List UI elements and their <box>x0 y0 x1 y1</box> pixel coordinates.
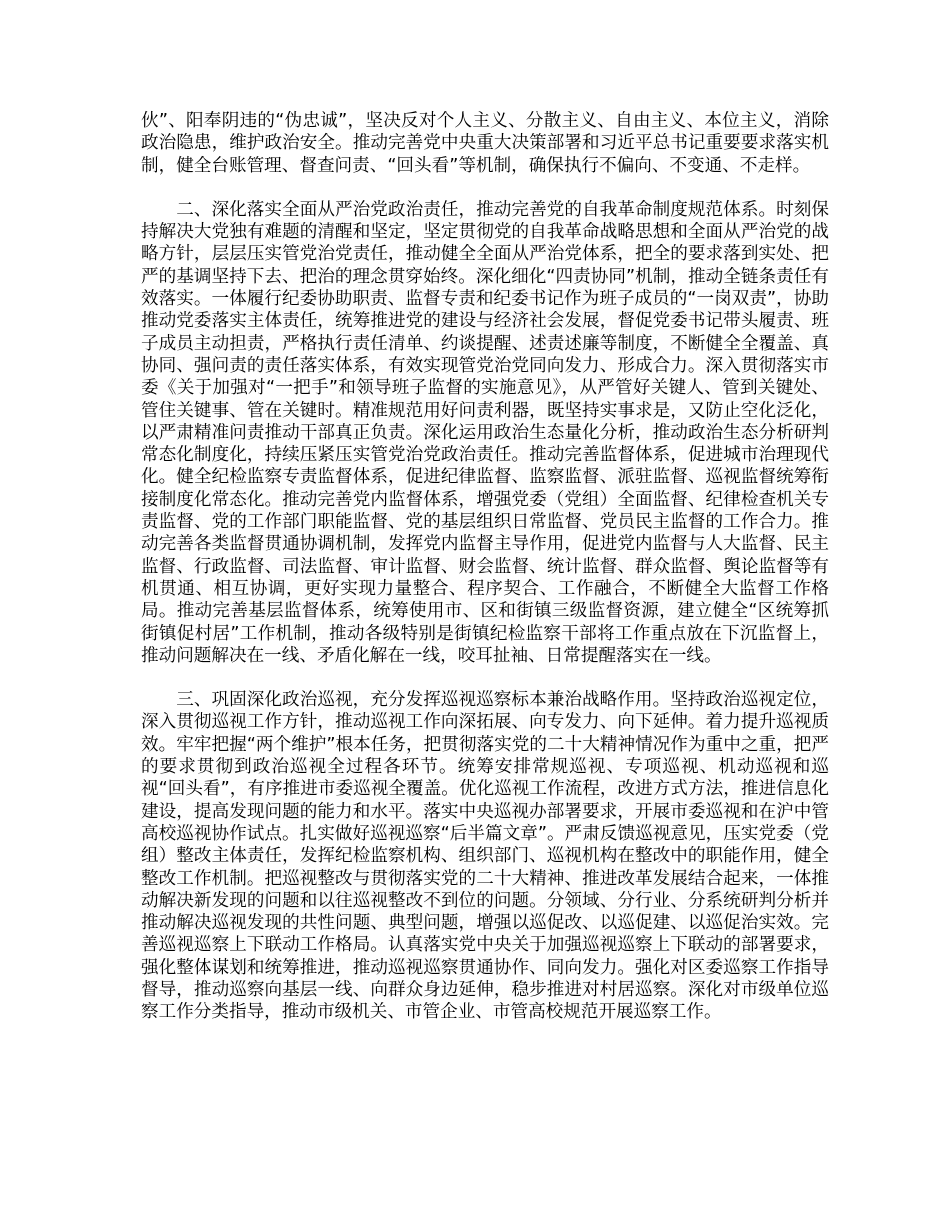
paragraph-section-two: 二、深化落实全面从严治党政治责任，推动完善党的自我革命制度规范体系。时刻保持解决大党独有难题的清醒和坚定，坚定贯彻党的自我革命战略思想和全面从严治党的战略方针，层层压实管党治党责任，推动健全全面从严治党体系，把全的要求落到实处、把严的基调坚持下去、把治的理念贯穿始终。深化细化“四责协同”机制，推动全链条责任有效落实。一体履行纪委协助职责、监督专责和纪委书记作为班子成员的“一岗双责”，协助推动党委落实主体责任，统筹推进党的建设与经济社会发展，督促党委书记带头履责、班子成员主动担责，严格执行责任清单、约谈提醒、述责述廉等制度，不断健全全覆盖、真协同、强问责的责任落实体系，有效实现管党治党同向发力、形成合力。深入贯彻落实市委《关于加强对“一把手”和领导班子监督的实施意见》，从严管好关键人、管到关键处、管住关键事、管在关键时。精准规范用好问责利器，既坚持实事求是，又防止空化泛化，以严肃精准问责推动干部真正负责。深化运用政治生态量化分析，推动政治生态分析研判常态化制度化，持续压紧压实管党治党政治责任。推动完善监督体系，促进城市治理现代化。健全纪检监察专责监督体系，促进纪律监督、监察监督、派驻监督、巡视监督统筹衔接制度化常态化。推动完善党内监督体系，增强党委（党组）全面监督、纪律检查机关专责监督、党的工作部门职能监督、党的基层组织日常监督、党员民主监督的工作合力。推动完善各类监督贯通协调机制，发挥党内监督主导作用，促进党内监督与人大监督、民主监督、行政监督、司法监督、审计监督、财会监督、统计监督、群众监督、舆论监督等有机贯通、相互协调，更好实现力量整合、程序契合、工作融合，不断健全大监督工作格局。推动完善基层监督体系，统筹使用市、区和街镇三级监督资源，建立健全“区统筹抓街镇促村居”工作机制，推动各级特别是街镇纪检监察干部将工作重点放在下沉监督上，推动问题解决在一线、矛盾化解在一线，咬耳扯袖、日常提醒落实在一线。 <box>141 199 829 666</box>
paragraph-continuation: 伙”、阳奉阴违的“伪忠诚”，坚决反对个人主义、分散主义、自由主义、本位主义，消除政治隐患，维护政治安全。推动完善党中央重大决策部署和习近平总书记重要要求落实机制，健全台账管理、督查问责、“回头看”等机制，确保执行不偏向、不变通、不走样。 <box>141 111 829 176</box>
document-body <box>141 110 829 1024</box>
paragraph-section-three: 三、巩固深化政治巡视，充分发挥巡视巡察标本兼治战略作用。坚持政治巡视定位，深入贯彻巡视工作方针，推动巡视工作向深拓展、向专发力、向下延伸。着力提升巡视质效。牢牢把握“两个维护”根本任务，把贯彻落实党的二十大精神情况作为重中之重，把严的要求贯彻到政治巡视全过程各环节。统筹安排常规巡视、专项巡视、机动巡视和巡视“回头看”，有序推进市委巡视全覆盖。优化巡视工作流程，改进方式方法，推进信息化建设，提高发现问题的能力和水平。落实中央巡视办部署要求，开展市委巡视和在沪中管高校巡视协作试点。扎实做好巡视巡察“后半篇文章”。严肃反馈巡视意见，压实党委（党组）整改主体责任，发挥纪检监察机构、组织部门、巡视机构在整改中的职能作用，健全整改工作机制。把巡视整改与贯彻落实党的二十大精神、推进改革发展结合起来，一体推动解决新发现的问题和以往巡视整改不到位的问题。分领域、分行业、分系统研判分析并推动解决巡视发现的共性问题、典型问题，增强以巡促改、以巡促建、以巡促治实效。完善巡视巡察上下联动工作格局。认真落实党中央关于加强巡视巡察上下联动的部署要求，强化整体谋划和统筹推进，推动巡视巡察贯通协作、同向发力。强化对区委巡察工作指导督导，推动巡察向基层一线、向群众身边延伸，稳步推进对村居巡察。深化对市级单位巡察工作分类指导，推动市级机关、市管企业、市管高校规范开展巡察工作。 <box>141 690 829 1023</box>
